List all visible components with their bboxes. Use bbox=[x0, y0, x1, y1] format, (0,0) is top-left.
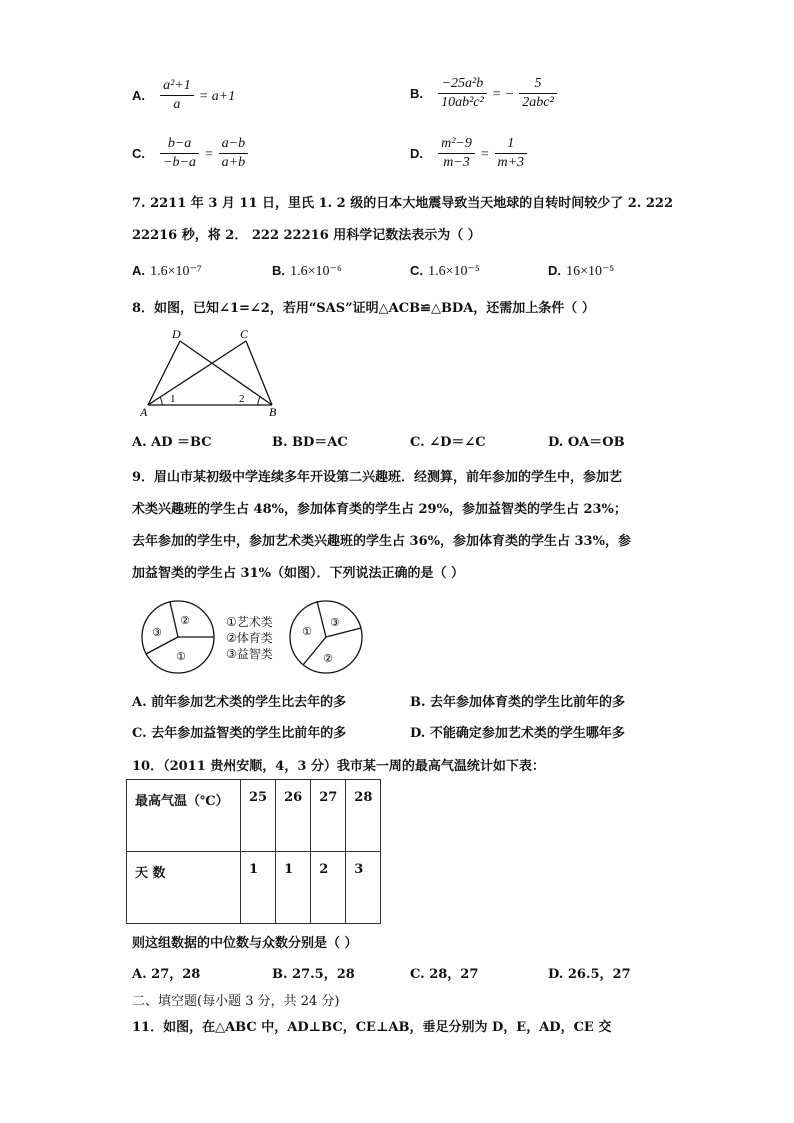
option-label: A. bbox=[132, 695, 147, 710]
option-label: C. bbox=[132, 726, 147, 741]
q9-option-b bbox=[410, 691, 625, 710]
q7-stem-line2: 22216 秒，将 2． 222 22216 用科学记数法表示为（ ） bbox=[132, 228, 481, 243]
fraction-numerator: 1 bbox=[495, 136, 528, 154]
q7-option-a bbox=[132, 260, 202, 280]
option-label: C. bbox=[410, 435, 425, 450]
point-label: A bbox=[140, 405, 148, 419]
option-value: OA＝OB bbox=[567, 435, 625, 450]
fraction-denominator: 2abc² bbox=[522, 95, 554, 110]
option-label: D. bbox=[548, 435, 564, 450]
option-label: D. bbox=[548, 263, 561, 278]
table-cell: 1 bbox=[241, 852, 276, 924]
option-label: A. bbox=[132, 967, 147, 982]
table-cell: 天 数 bbox=[127, 852, 241, 924]
q8-option-d bbox=[548, 431, 625, 450]
option-value: 27.5，28 bbox=[292, 967, 355, 982]
q8-option-c bbox=[410, 431, 486, 450]
option-label: D. bbox=[548, 967, 564, 982]
q6-option-d bbox=[410, 136, 527, 171]
q9-option-d bbox=[410, 722, 625, 741]
equation-rhs: = a+1 bbox=[198, 89, 236, 104]
option-label: B. bbox=[272, 435, 288, 450]
q9-option-c bbox=[132, 722, 346, 741]
q9-stem-line4: 加益智类的学生占 31%（如图）．下列说法正确的是（ ） bbox=[132, 566, 464, 581]
option-value: BD＝AC bbox=[292, 435, 348, 450]
q9-legend bbox=[226, 614, 273, 662]
q9-stem-line2: 术类兴趣班的学生占 48%，参加体育类的学生占 29%，参加益智类的学生占 23%； bbox=[132, 502, 627, 517]
table-cell: 3 bbox=[346, 852, 381, 924]
q10-option-b bbox=[272, 963, 355, 982]
option-label: A. bbox=[132, 88, 145, 103]
option-label: B. bbox=[410, 695, 426, 710]
option-value: 前年参加艺术类的学生比去年的多 bbox=[151, 695, 347, 710]
fraction-denominator: a bbox=[173, 97, 181, 112]
q9-stem-line3: 去年参加的学生中，参加艺术类兴趣班的学生占 36%，参加体育类的学生占 33%，参 bbox=[132, 534, 631, 549]
legend-item: ②体育类 bbox=[226, 631, 273, 645]
option-value: 去年参加益智类的学生比前年的多 bbox=[151, 726, 347, 741]
pie-slice-label: ② bbox=[180, 614, 190, 627]
option-label: A. bbox=[132, 263, 145, 278]
option-value: 1.6×10⁻⁶ bbox=[290, 264, 342, 279]
option-label: C. bbox=[410, 967, 425, 982]
option-value: ∠D＝∠C bbox=[429, 435, 486, 450]
table-cell: 27 bbox=[311, 780, 346, 852]
q9-stem-line1: 9．眉山市某初级中学连续多年开设第二兴趣班．经测算，前年参加的学生中，参加艺 bbox=[132, 470, 623, 485]
q8-option-a bbox=[132, 431, 212, 450]
section-heading: 二、填空题(每小题 3 分，共 24 分) bbox=[132, 994, 340, 1009]
q9-option-a bbox=[132, 691, 346, 710]
option-label: D. bbox=[410, 726, 426, 741]
fraction-numerator: a²+1 bbox=[160, 78, 194, 96]
table-cell: 1 bbox=[276, 852, 311, 924]
q11-stem: 11．如图，在△ABC 中，AD⊥BC，CE⊥AB，垂足分别为 D，E，AD，CE 交 bbox=[132, 1020, 612, 1035]
fraction-numerator: b−a bbox=[160, 136, 199, 154]
pie-slice-label: ① bbox=[176, 650, 186, 663]
option-label: B. bbox=[272, 967, 288, 982]
option-label: B. bbox=[410, 86, 423, 101]
equation-mid: = bbox=[204, 147, 214, 162]
pie-slice-label: ② bbox=[323, 652, 333, 665]
legend-item: ③益智类 bbox=[226, 647, 273, 661]
q8-triangle-figure bbox=[140, 325, 285, 420]
option-label: C. bbox=[410, 263, 423, 278]
q6-option-a bbox=[132, 78, 235, 113]
pie-slice-label: ① bbox=[302, 625, 312, 638]
option-label: A. bbox=[132, 435, 147, 450]
option-value: 1.6×10⁻⁷ bbox=[150, 264, 202, 279]
option-value: 27，28 bbox=[151, 967, 201, 982]
point-label: D bbox=[172, 327, 181, 341]
point-label: B bbox=[269, 405, 277, 419]
table-cell: 28 bbox=[346, 780, 381, 852]
option-value: 1.6×10⁻⁵ bbox=[428, 264, 480, 279]
q7-stem-line1: 7. 2211 年 3 月 11 日，里氏 1. 2 级的日本大地震导致当天地球的自转时间较少了 2. 222 bbox=[132, 196, 673, 211]
option-value: AD ＝BC bbox=[151, 435, 212, 450]
table-cell: 25 bbox=[241, 780, 276, 852]
table-row bbox=[127, 780, 381, 852]
option-label: D. bbox=[410, 146, 423, 161]
pie-slice-label: ③ bbox=[330, 616, 340, 629]
option-label: C. bbox=[132, 146, 145, 161]
fraction-numerator: m²−9 bbox=[438, 136, 475, 154]
q8-option-b bbox=[272, 431, 348, 450]
table-cell: 最高气温（℃） bbox=[127, 780, 241, 852]
q10-option-d bbox=[548, 963, 631, 982]
q10-option-a bbox=[132, 963, 200, 982]
angle-label: 1 bbox=[170, 393, 176, 405]
fraction-denominator: m−3 bbox=[443, 155, 470, 170]
fraction-denominator: 10ab²c² bbox=[441, 95, 484, 110]
equation-mid: = bbox=[479, 147, 490, 162]
q7-option-d bbox=[548, 260, 614, 280]
legend-item: ①艺术类 bbox=[226, 615, 273, 629]
q10-stem: 10．（2011 贵州安顺，4，3 分）我市某一周的最高气温统计如下表： bbox=[132, 759, 545, 774]
fraction-numerator: a−b bbox=[219, 136, 248, 154]
option-value: 28，27 bbox=[429, 967, 479, 982]
table-row bbox=[127, 852, 381, 924]
pie-slice-label: ③ bbox=[152, 626, 162, 639]
option-value: 16×10⁻⁵ bbox=[566, 264, 615, 279]
fraction-denominator: m+3 bbox=[497, 155, 525, 170]
option-label: B. bbox=[272, 263, 285, 278]
q10-question: 则这组数据的中位数与众数分别是（ ） bbox=[132, 936, 358, 951]
q10-option-c bbox=[410, 963, 478, 982]
fraction-denominator: −b−a bbox=[163, 155, 196, 170]
option-value: 不能确定参加艺术类的学生哪年多 bbox=[429, 726, 625, 741]
fraction-numerator: 5 bbox=[519, 76, 556, 94]
temperature-table bbox=[126, 779, 381, 924]
option-value: 去年参加体育类的学生比前年的多 bbox=[430, 695, 626, 710]
q6-option-c bbox=[132, 136, 248, 171]
equation-mid: = − bbox=[491, 87, 515, 102]
table-cell: 26 bbox=[276, 780, 311, 852]
q7-option-c bbox=[410, 260, 480, 280]
q8-stem: 8．如图，已知∠1=∠2，若用“SAS”证明△ACB≌△BDA，还需加上条件（ ） bbox=[132, 301, 595, 316]
fraction-denominator: a+b bbox=[221, 155, 246, 170]
table-cell: 2 bbox=[311, 852, 346, 924]
q6-option-b bbox=[410, 76, 557, 111]
fraction-numerator: −25a²b bbox=[438, 76, 487, 94]
point-label: C bbox=[240, 327, 249, 341]
q7-option-b bbox=[272, 260, 342, 280]
option-value: 26.5，27 bbox=[567, 967, 631, 982]
angle-label: 2 bbox=[239, 393, 245, 405]
